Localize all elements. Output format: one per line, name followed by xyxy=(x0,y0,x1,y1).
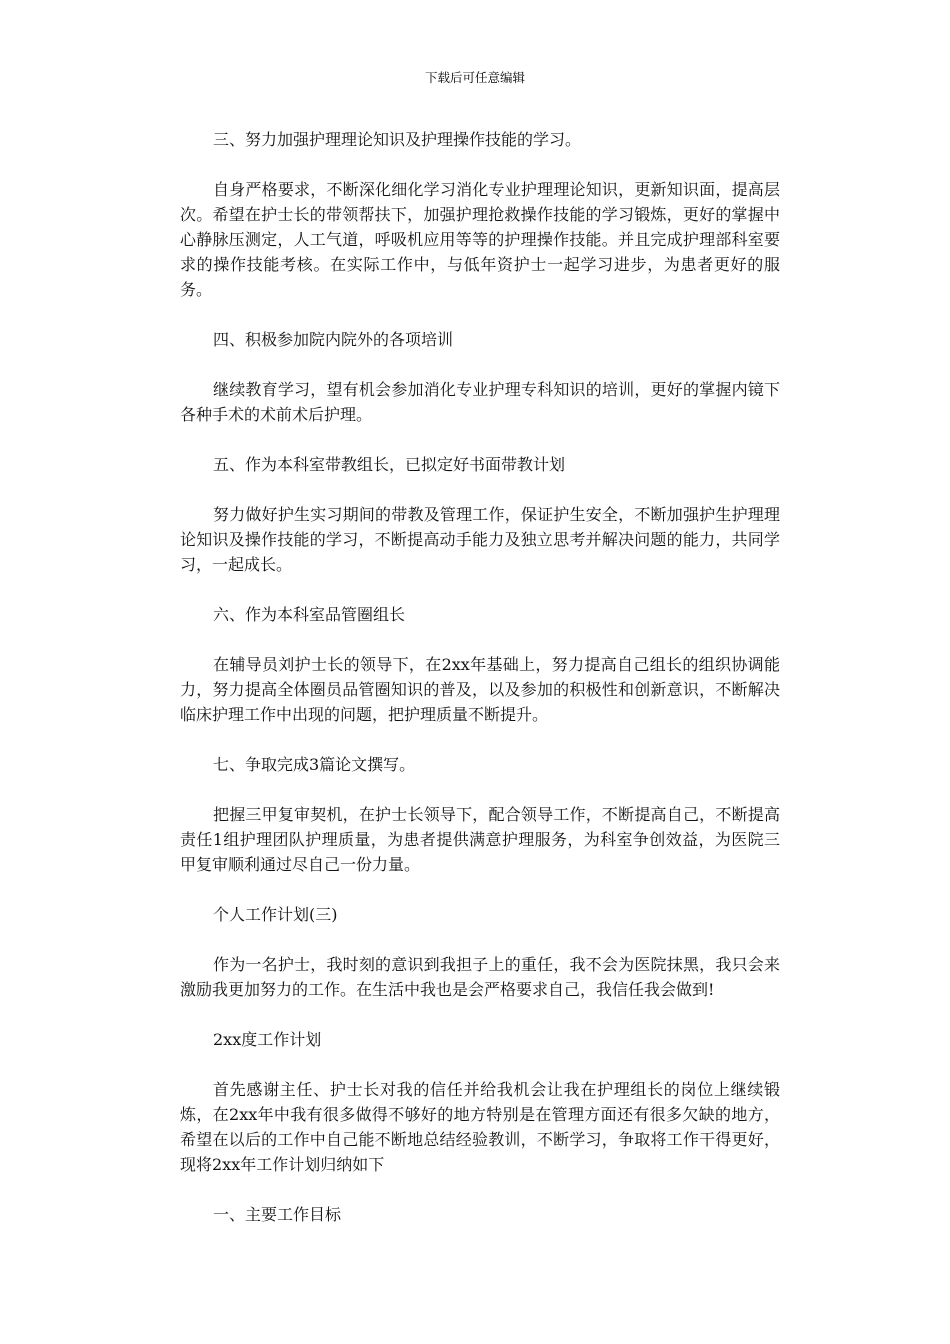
body-paragraph: 在辅导员刘护士长的领导下，在2xx年基础上，努力提高自己组长的组织协调能力，努力提高全体圈员品管圈知识的普及，以及参加的积极性和创新意识，不断解决临床护理工作中出现的问题，把护理质量不断提升。 xyxy=(180,655,780,724)
section-heading: 六、作为本科室品管圈组长 xyxy=(213,605,406,624)
section-heading: 三、努力加强护理理论知识及护理操作技能的学习。 xyxy=(213,130,582,149)
body-paragraph: 把握三甲复审契机，在护士长领导下，配合领导工作，不断提高自己，不断提高责任1组护理团队护理质量，为患者提供满意护理服务，为科室争创效益，为医院三甲复审顺利通过尽自己一份力量。 xyxy=(180,805,780,874)
body-paragraph: 努力做好护生实习期间的带教及管理工作，保证护生安全，不断加强护生护理理论知识及操作技能的学习，不断提高动手能力及独立思考并解决问题的能力，共同学习，一起成长。 xyxy=(180,505,780,574)
section-heading: 一、主要工作目标 xyxy=(213,1205,342,1224)
section-heading: 四、积极参加院内院外的各项培训 xyxy=(213,330,454,349)
page-header: 下载后可任意编辑 xyxy=(424,70,525,85)
body-paragraph: 首先感谢主任、护士长对我的信任并给我机会让我在护理组长的岗位上继续锻炼，在2xx年中我有很多做得不够好的地方特别是在管理方面还有很多欠缺的地方，希望在以后的工作中自己能不断地总结经验教训，不断学习，争取将工作干得更好，现将2xx年工作计划归纳如下 xyxy=(180,1080,780,1174)
body-paragraph: 继续教育学习，望有机会参加消化专业护理专科知识的培训，更好的掌握内镜下各种手术的术前术后护理。 xyxy=(180,380,780,424)
section-title: 个人工作计划(三) xyxy=(213,905,338,924)
section-heading: 七、争取完成3篇论文撰写。 xyxy=(213,755,416,774)
section-title: 2xx度工作计划 xyxy=(213,1030,322,1049)
section-heading: 五、作为本科室带教组长，已拟定好书面带教计划 xyxy=(213,455,566,474)
body-paragraph: 作为一名护士，我时刻的意识到我担子上的重任，我不会为医院抹黑，我只会来激励我更加努力的工作。在生活中我也是会严格要求自己，我信任我会做到! xyxy=(180,955,780,999)
document-body xyxy=(180,127,780,1227)
body-paragraph: 自身严格要求，不断深化细化学习消化专业护理理论知识，更新知识面，提高层次。希望在护士长的带领帮扶下，加强护理抢救操作技能的学习锻炼，更好的掌握中心静脉压测定，人工气道，呼吸机应用等等的护理操作技能。并且完成护理部科室要求的操作技能考核。在实际工作中，与低年资护士一起学习进步，为患者更好的服务。 xyxy=(180,180,780,299)
